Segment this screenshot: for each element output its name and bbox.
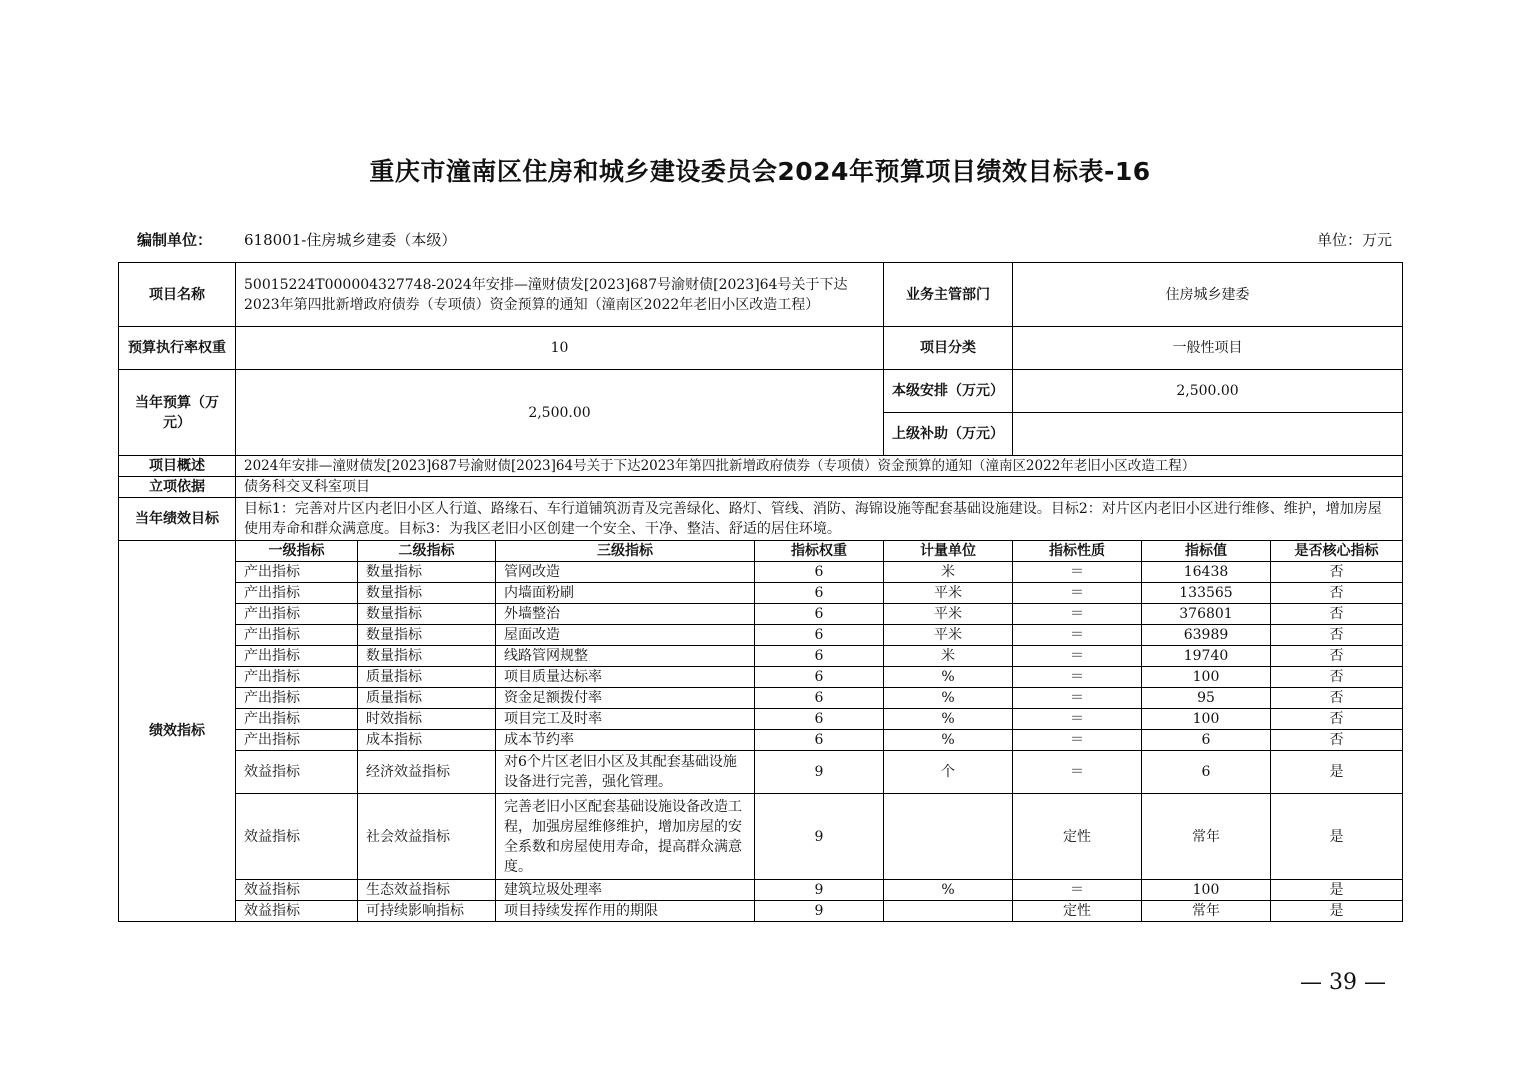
- weight-cell: 9: [755, 880, 884, 901]
- overview-value: 2024年安排—潼财债发[2023]687号渝财债[2023]64号关于下达2023年第四批新增政府债券（专项债）资金预算的通知（潼南区2022年老旧小区改造工程）: [236, 456, 1403, 477]
- level3-cell: 对6个片区老旧小区及其配套基础设施设备进行完善，强化管理。: [496, 751, 755, 794]
- level1-cell: 产出指标: [236, 709, 358, 730]
- core-cell: 是: [1271, 794, 1403, 880]
- basis-label: 立项依据: [119, 477, 236, 498]
- local-label: 本级安排（万元）: [884, 370, 1013, 413]
- weight-cell: 6: [755, 562, 884, 583]
- level2-cell: 时效指标: [358, 709, 496, 730]
- table-row: [119, 604, 1403, 625]
- goal-label: 当年绩效目标: [119, 498, 236, 541]
- level3-cell: 屋面改造: [496, 625, 755, 646]
- indicator-header-row: [119, 541, 1403, 562]
- level1-cell: 产出指标: [236, 562, 358, 583]
- budget-value: 2,500.00: [236, 370, 884, 456]
- budget-label: 当年预算（万元）: [119, 370, 236, 456]
- table-row: [119, 730, 1403, 751]
- table-row: [119, 751, 1403, 794]
- level3-cell: 成本节约率: [496, 730, 755, 751]
- value-cell: 常年: [1142, 901, 1271, 922]
- level2-cell: 数量指标: [358, 646, 496, 667]
- level1-cell: 产出指标: [236, 625, 358, 646]
- upper-value: [1013, 413, 1403, 456]
- level3-cell: 管网改造: [496, 562, 755, 583]
- level2-cell: 经济效益指标: [358, 751, 496, 794]
- header-value: 指标值: [1142, 541, 1271, 562]
- table-row: [119, 709, 1403, 730]
- table-row: [119, 667, 1403, 688]
- level3-cell: 完善老旧小区配套基础设施设备改造工程，加强房屋维修维护，增加房屋的安全系数和房屋使用寿命，提高群众满意度。: [496, 794, 755, 880]
- value-cell: 常年: [1142, 794, 1271, 880]
- level1-cell: 产出指标: [236, 604, 358, 625]
- level3-cell: 线路管网规整: [496, 646, 755, 667]
- core-cell: 是: [1271, 901, 1403, 922]
- core-cell: 是: [1271, 880, 1403, 901]
- currency-unit: 单位：万元: [1316, 231, 1392, 249]
- header-core: 是否核心指标: [1271, 541, 1403, 562]
- unit-cell: %: [884, 688, 1013, 709]
- header-weight: 指标权重: [755, 541, 884, 562]
- value-cell: 100: [1142, 880, 1271, 901]
- core-cell: 否: [1271, 604, 1403, 625]
- core-cell: 否: [1271, 583, 1403, 604]
- row-budget: [119, 370, 1403, 413]
- row-project-name: [119, 263, 1403, 327]
- level3-cell: 建筑垃圾处理率: [496, 880, 755, 901]
- project-name-value: 50015224T000004327748-2024年安排—潼财债发[2023]687号渝财债[2023]64号关于下达2023年第四批新增政府债券（专项债）资金预算的通知（潼南区2022年老旧小区改造工程）: [236, 263, 884, 327]
- table-row: [119, 646, 1403, 667]
- weight-cell: 6: [755, 646, 884, 667]
- row-goal: [119, 498, 1403, 541]
- value-cell: 100: [1142, 667, 1271, 688]
- level2-cell: 成本指标: [358, 730, 496, 751]
- level3-cell: 项目质量达标率: [496, 667, 755, 688]
- weight-cell: 9: [755, 794, 884, 880]
- nature-cell: ＝: [1013, 709, 1142, 730]
- level3-cell: 项目持续发挥作用的期限: [496, 901, 755, 922]
- weight-cell: 6: [755, 709, 884, 730]
- row-weight: [119, 327, 1403, 370]
- unit-cell: 米: [884, 562, 1013, 583]
- core-cell: 否: [1271, 709, 1403, 730]
- value-cell: 376801: [1142, 604, 1271, 625]
- dept-label: 业务主管部门: [884, 263, 1013, 327]
- nature-cell: ＝: [1013, 730, 1142, 751]
- core-cell: 是: [1271, 751, 1403, 794]
- row-basis: [119, 477, 1403, 498]
- performance-table: [118, 262, 1403, 922]
- table-row: [119, 880, 1403, 901]
- nature-cell: ＝: [1013, 751, 1142, 794]
- core-cell: 否: [1271, 688, 1403, 709]
- nature-cell: ＝: [1013, 562, 1142, 583]
- nature-cell: ＝: [1013, 646, 1142, 667]
- goal-value: 目标1：完善对片区内老旧小区人行道、路缘石、车行道铺筑沥青及完善绿化、路灯、管线、消防、海锦设施等配套基础设施建设。目标2：对片区内老旧小区进行维修、维护，增加房屋使用寿命和群众满意度。目标3：为我区老旧小区创建一个安全、干净、整洁、舒适的居住环境。: [236, 498, 1403, 541]
- header-unit: 计量单位: [884, 541, 1013, 562]
- page-title: 重庆市潼南区住房和城乡建设委员会2024年预算项目绩效目标表-16: [369, 157, 1151, 186]
- core-cell: 否: [1271, 562, 1403, 583]
- nature-cell: 定性: [1013, 794, 1142, 880]
- project-name-label: 项目名称: [119, 263, 236, 327]
- core-cell: 否: [1271, 625, 1403, 646]
- value-cell: 133565: [1142, 583, 1271, 604]
- header-level1: 一级指标: [236, 541, 358, 562]
- page-number: — 39 —: [1300, 970, 1386, 995]
- compiling-unit-label: [137, 229, 212, 250]
- unit-cell: 个: [884, 751, 1013, 794]
- weight-cell: 6: [755, 667, 884, 688]
- level2-cell: 质量指标: [358, 688, 496, 709]
- nature-cell: ＝: [1013, 583, 1142, 604]
- level2-cell: 社会效益指标: [358, 794, 496, 880]
- dept-value: 住房城乡建委: [1013, 263, 1403, 327]
- core-cell: 否: [1271, 667, 1403, 688]
- weight-cell: 6: [755, 625, 884, 646]
- weight-label: 预算执行率权重: [119, 327, 236, 370]
- value-cell: 19740: [1142, 646, 1271, 667]
- unit-cell: %: [884, 880, 1013, 901]
- header-level3: 三级指标: [496, 541, 755, 562]
- level3-cell: 资金足额拨付率: [496, 688, 755, 709]
- weight-value: 10: [236, 327, 884, 370]
- level1-cell: 效益指标: [236, 794, 358, 880]
- unit-cell: %: [884, 730, 1013, 751]
- category-value: 一般性项目: [1013, 327, 1403, 370]
- table-row: [119, 794, 1403, 880]
- weight-cell: 9: [755, 751, 884, 794]
- weight-cell: 6: [755, 583, 884, 604]
- level1-cell: 效益指标: [236, 751, 358, 794]
- nature-cell: ＝: [1013, 667, 1142, 688]
- weight-cell: 9: [755, 901, 884, 922]
- unit-cell: %: [884, 709, 1013, 730]
- level2-cell: 质量指标: [358, 667, 496, 688]
- value-cell: 16438: [1142, 562, 1271, 583]
- level3-cell: 内墙面粉刷: [496, 583, 755, 604]
- value-cell: 100: [1142, 709, 1271, 730]
- local-value: 2,500.00: [1013, 370, 1403, 413]
- unit-cell: 平米: [884, 625, 1013, 646]
- upper-label: 上级补助（万元）: [884, 413, 1013, 456]
- weight-cell: 6: [755, 688, 884, 709]
- core-cell: 否: [1271, 646, 1403, 667]
- unit-label: 编制单位：: [137, 231, 213, 249]
- table-row: [119, 901, 1403, 922]
- nature-cell: 定性: [1013, 901, 1142, 922]
- level2-cell: 可持续影响指标: [358, 901, 496, 922]
- category-label: 项目分类: [884, 327, 1013, 370]
- level3-cell: 项目完工及时率: [496, 709, 755, 730]
- header-level2: 二级指标: [358, 541, 496, 562]
- compiling-unit-value: 618001-住房城乡建委（本级）: [244, 231, 457, 249]
- table-row: [119, 688, 1403, 709]
- level2-cell: 生态效益指标: [358, 880, 496, 901]
- level2-cell: 数量指标: [358, 583, 496, 604]
- level2-cell: 数量指标: [358, 625, 496, 646]
- level1-cell: 产出指标: [236, 667, 358, 688]
- level1-cell: 效益指标: [236, 901, 358, 922]
- unit-cell: 米: [884, 646, 1013, 667]
- unit-cell: [884, 901, 1013, 922]
- value-cell: 95: [1142, 688, 1271, 709]
- overview-label: 项目概述: [119, 456, 236, 477]
- value-cell: 6: [1142, 751, 1271, 794]
- unit-cell: [884, 794, 1013, 880]
- level2-cell: 数量指标: [358, 604, 496, 625]
- header-nature: 指标性质: [1013, 541, 1142, 562]
- level1-cell: 产出指标: [236, 730, 358, 751]
- unit-cell: 平米: [884, 604, 1013, 625]
- level1-cell: 产出指标: [236, 583, 358, 604]
- table-row: [119, 625, 1403, 646]
- level3-cell: 外墙整治: [496, 604, 755, 625]
- level1-cell: 产出指标: [236, 646, 358, 667]
- nature-cell: ＝: [1013, 625, 1142, 646]
- level1-cell: 效益指标: [236, 880, 358, 901]
- weight-cell: 6: [755, 730, 884, 751]
- nature-cell: ＝: [1013, 604, 1142, 625]
- table-row: [119, 583, 1403, 604]
- value-cell: 6: [1142, 730, 1271, 751]
- core-cell: 否: [1271, 730, 1403, 751]
- nature-cell: ＝: [1013, 688, 1142, 709]
- unit-cell: %: [884, 667, 1013, 688]
- weight-cell: 6: [755, 604, 884, 625]
- unit-cell: 平米: [884, 583, 1013, 604]
- row-overview: [119, 456, 1403, 477]
- table-row: [119, 562, 1403, 583]
- nature-cell: ＝: [1013, 880, 1142, 901]
- indicators-label: 绩效指标: [119, 541, 236, 922]
- level2-cell: 数量指标: [358, 562, 496, 583]
- basis-value: 债务科交叉科室项目: [236, 477, 1403, 498]
- value-cell: 63989: [1142, 625, 1271, 646]
- level1-cell: 产出指标: [236, 688, 358, 709]
